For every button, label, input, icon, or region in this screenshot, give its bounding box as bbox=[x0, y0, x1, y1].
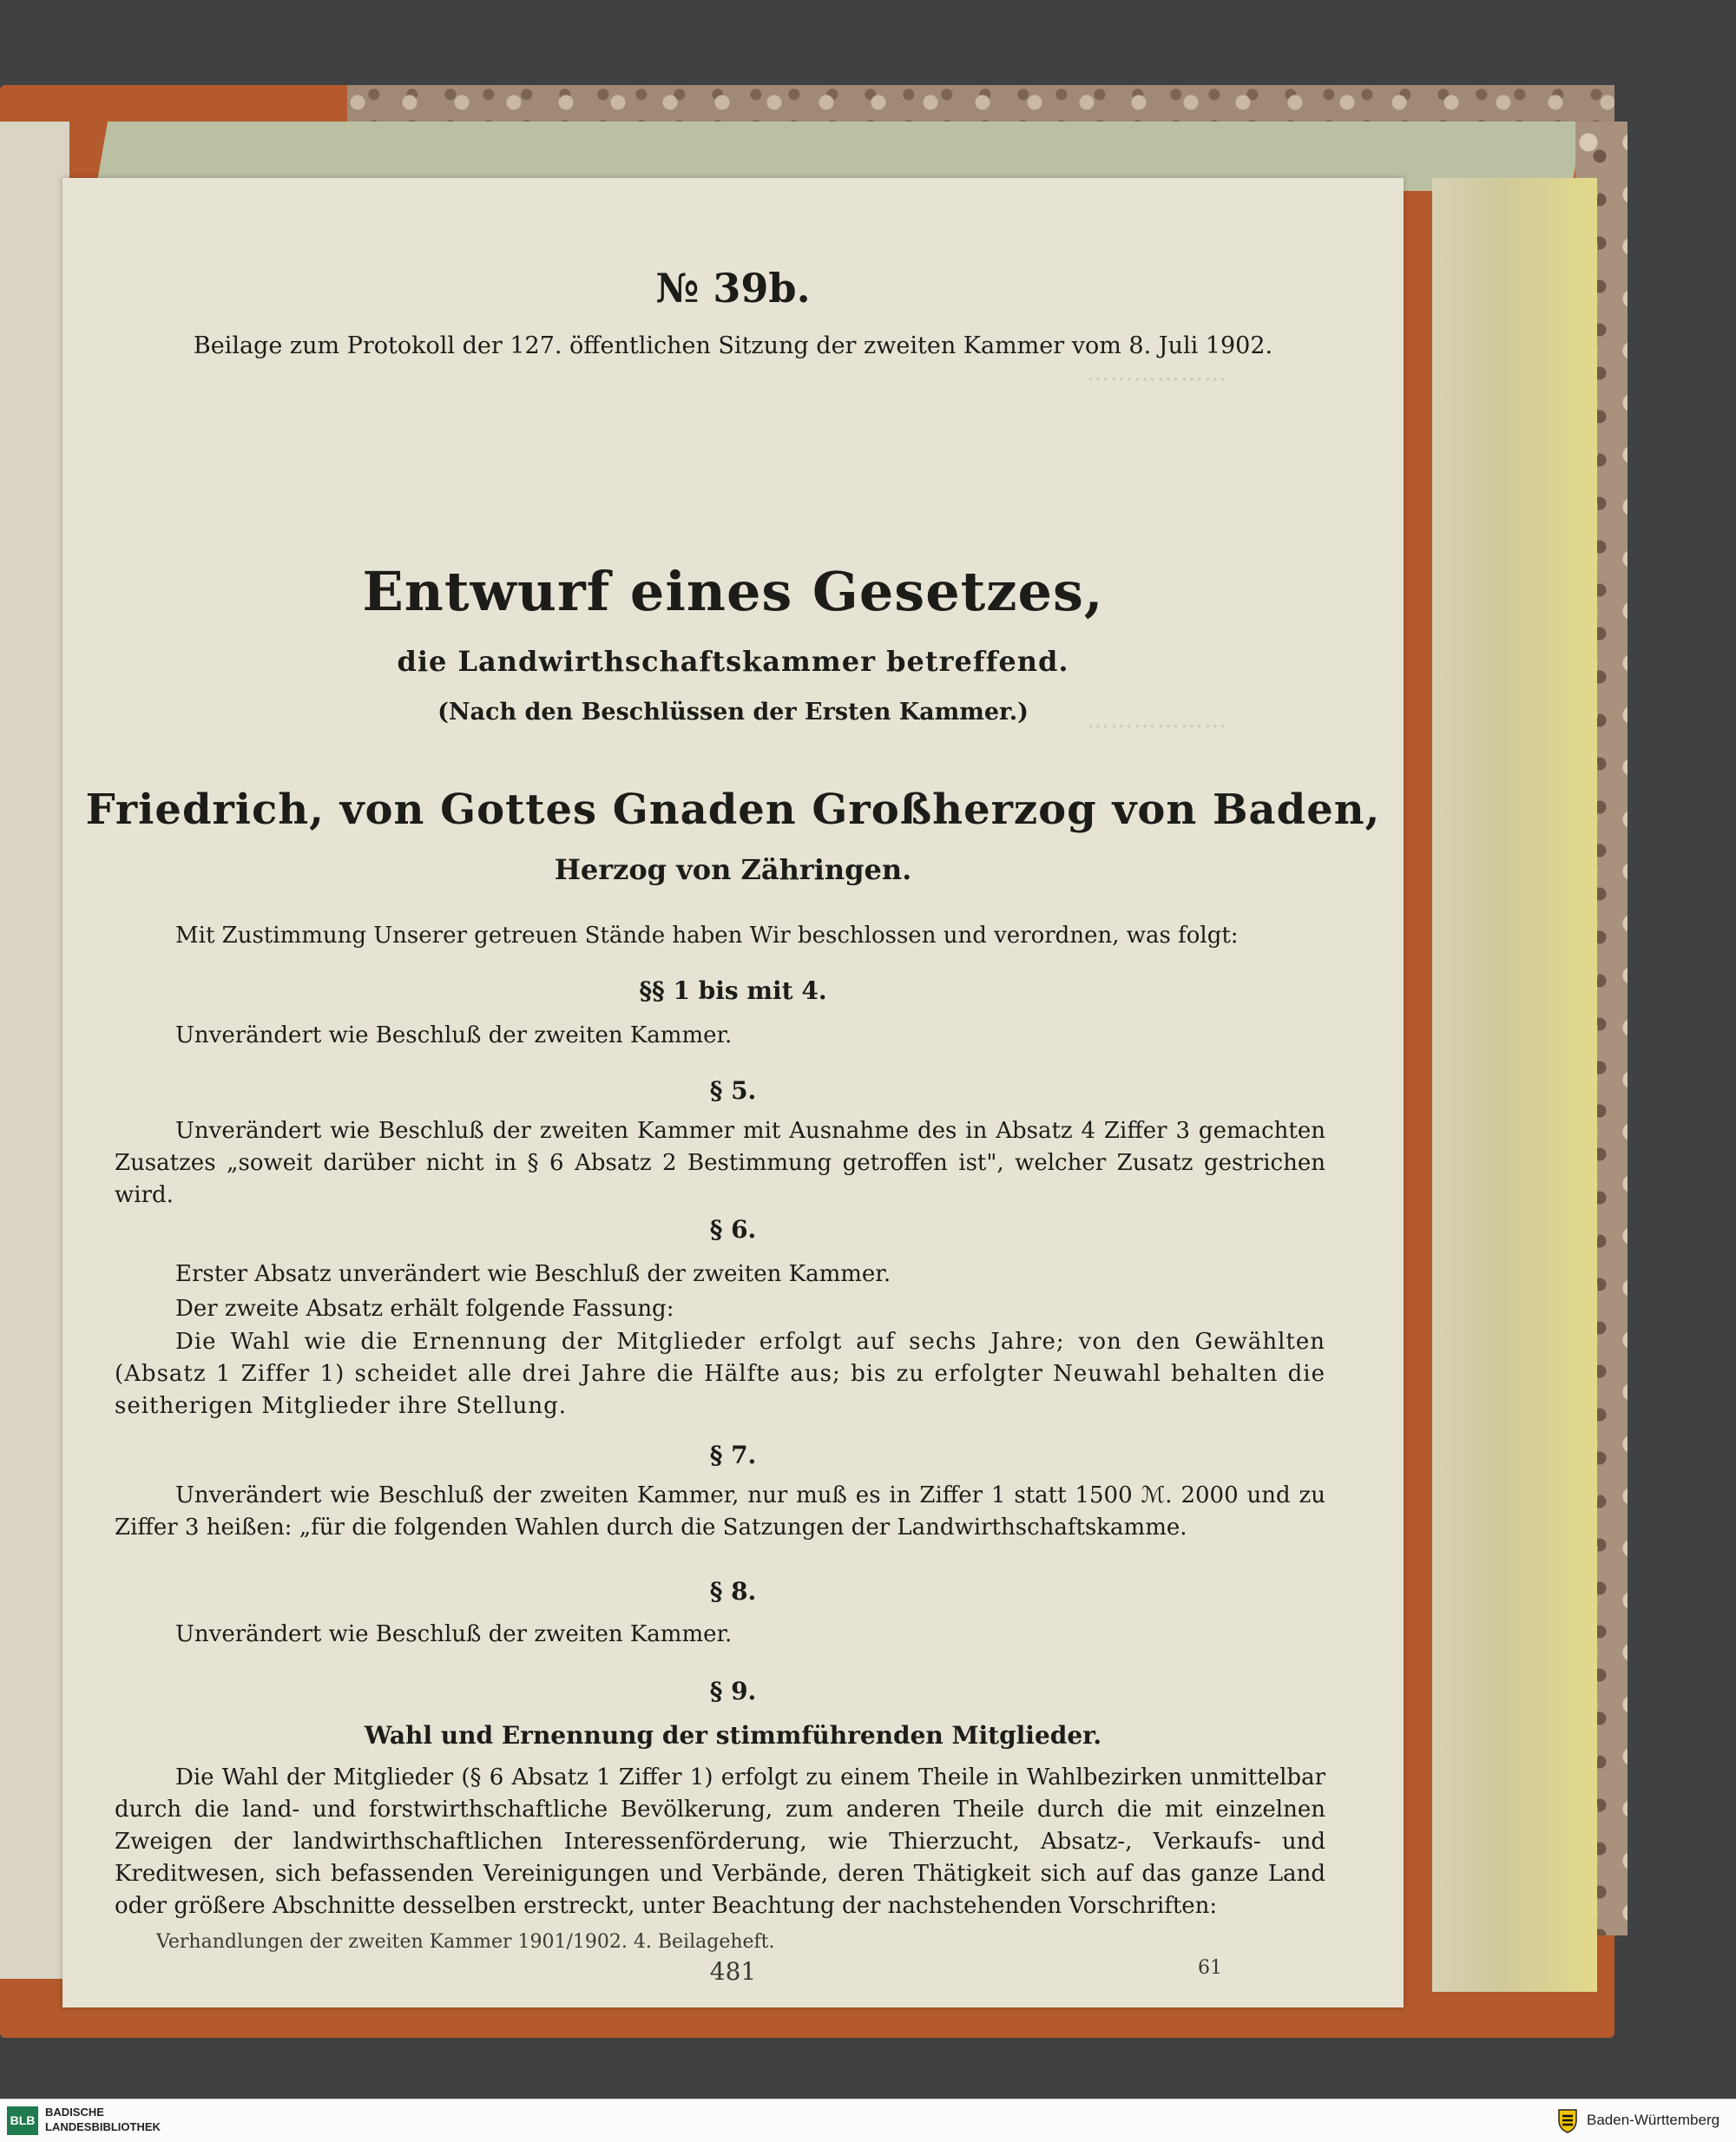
footer-publication: Verhandlungen der zweiten Kammer 1901/1902. 4. Beilageheft. bbox=[156, 1931, 775, 1953]
footer-signature: 61 bbox=[1198, 1957, 1222, 1979]
state-logo-text[interactable]: Baden-Württemberg bbox=[1587, 2112, 1720, 2128]
supplement-line: Beilage zum Protokoll der 127. öffentlichen Sitzung der zweiten Kammer vom 8. Juli 1902. bbox=[193, 332, 1273, 359]
document-page: ……………… ……………… № 39b. Beilage zum Protokoll der 127. öffentlichen Sitzung der zweiten Kammer vom 8. Juli 1902. Entwurf eines Gesetzes, die Landwirthschaftskammer betreffend. (Nach den Beschlüssen der Ersten Kammer.) Friedrich, von Gottes Gnaden Großherzog von Baden, Herzog von Zähringen. Mit Zustimmung Unserer getreuen Stände haben Wir beschlossen und verordnen, was folgt: §§ 1 bis mit 4. Unverändert wie Beschluß der zweiten Kammer. § 5. Unverändert wie Beschluß der zweiten Kammer mit Ausnahme des in Absatz 4 Ziffer 3 gemachten Zusatzes „soweit darüber nicht in § 6 Absatz 2 Bestimmung getroffen ist", welcher Zusatz gestrichen wird. § 6. Erster Absatz unverändert wie Beschluß der zweiten Kammer. Der zweite Absatz erhält folgende Fassung: Die Wahl wie die Ernennung der Mitglieder erfolgt auf sechs Jahre; von den Gewählten (Absatz 1 Ziffer 1) scheidet alle drei Jahre die Hälfte aus; bis zu erfolgter Neuwahl behalten die seitherigen Mitglieder ihre Stellung. § 7. Unverändert wie Beschluß der zweiten Kammer, nur muß es in Ziffer 1 statt 1500 ℳ. 2000 und zu Ziffer 3 heißen: „für die folgenden Wahlen durch die Satzungen der Landwirthschaftskamme. § 8. Unverändert wie Beschluß der zweiten Kammer. § 9. Wahl und Ernennung der stimmführenden Mitglieder. Die Wahl der Mitglieder (§ 6 Absatz 1 Ziffer 1) erfolgt zu einem Theile in Wahlbezirken unmittelbar durch die land- und forstwirthschaftliche Bevölkerung, zum anderen Theile durch die mit einzelnen Zweigen der landwirthschaftlichen Interessenförderung, wie Thierzucht, Absatz-, Verkaufs- und Kreditwesen, sich befassenden Vereinigungen und Verbände, deren Thätigkeit sich auf das ganze Land oder größere Abschnitte desselben erstreckt, unter Beachtung der nachstehenden Vorschriften: Verhandlungen der zweiten Kammer 1901/1902. 4. Beilageheft. 481 61 bbox=[62, 178, 1404, 2007]
bottom-bar bbox=[0, 2099, 1736, 2142]
coat-of-arms-icon bbox=[1555, 2108, 1580, 2134]
library-name-line-2: LANDESBIBLIOTHEK bbox=[45, 2120, 161, 2133]
ruler-subtitle: Herzog von Zähringen. bbox=[554, 853, 912, 886]
section-heading-8: § 8. bbox=[709, 1577, 757, 1606]
section-text-6-3: Die Wahl wie die Ernennung der Mitglieder erfolgt auf sechs Jahre; von den Gewählten (Absatz 1 Ziffer 1) scheidet alle drei Jahre die Hälfte aus; bis zu erfolgter Neuwahl behalten die seitherigen Mitglieder ihre Stellung. bbox=[115, 1329, 1325, 1419]
section-text-6-2: Der zweite Absatz erhält folgende Fassung: bbox=[175, 1296, 674, 1322]
enactment-clause: Mit Zustimmung Unserer getreuen Stände haben Wir beschlossen und verordnen, was folgt: bbox=[175, 923, 1239, 949]
document-number: № 39b. bbox=[655, 265, 811, 312]
section-heading-1-4: §§ 1 bis mit 4. bbox=[639, 976, 827, 1005]
section-subheading-9: Wahl und Ernennung der stimmführenden Mitglieder. bbox=[364, 1721, 1102, 1750]
section-text-5: Unverändert wie Beschluß der zweiten Kammer mit Ausnahme des in Absatz 4 Ziffer 3 gemachten Zusatzes „soweit darüber nicht in § 6 Absatz 2 Bestimmung getroffen ist", welcher Zusatz gestrichen wird. bbox=[115, 1118, 1325, 1208]
footer-page-number: 481 bbox=[709, 1957, 757, 1986]
library-name[interactable] bbox=[45, 2105, 161, 2134]
law-subtitle: die Landwirthschaftskammer betreffend. bbox=[397, 645, 1069, 678]
law-title: Entwurf eines Gesetzes, bbox=[362, 560, 1104, 623]
section-text-1-4: Unverändert wie Beschluß der zweiten Kammer. bbox=[175, 1022, 733, 1048]
section-text-9: Die Wahl der Mitglieder (§ 6 Absatz 1 Ziffer 1) erfolgt zu einem Theile in Wahlbezirken unmittelbar durch die land- und forstwirthschaftliche Bevölkerung, zum anderen Theile durch die mit einzelnen Zweigen der landwirthschaftlichen Interessenförderung, wie Thierzucht, Absatz-, Verkaufs- und Kreditwesen, sich befassenden Vereinigungen und Verbände, deren Thätigkeit sich auf das ganze Land oder größere Abschnitte desselben erstreckt, unter Beachtung der nachstehenden Vorschriften: bbox=[115, 1764, 1325, 1919]
section-heading-7: § 7. bbox=[709, 1441, 757, 1469]
law-note: (Nach den Beschlüssen der Ersten Kammer.) bbox=[437, 699, 1029, 726]
page-edge-right bbox=[1432, 178, 1597, 1992]
blb-logo-icon[interactable]: BLB bbox=[7, 2106, 38, 2135]
section-text-6-1: Erster Absatz unverändert wie Beschluß der zweiten Kammer. bbox=[175, 1261, 891, 1287]
ruler-title: Friedrich, von Gottes Gnaden Großherzog von Baden, bbox=[85, 785, 1381, 834]
section-text-7: Unverändert wie Beschluß der zweiten Kammer, nur muß es in Ziffer 1 statt 1500 ℳ. 2000 und zu Ziffer 3 heißen: „für die folgenden Wahlen durch die Satzungen der Landwirthschaftskamme. bbox=[115, 1482, 1325, 1541]
library-name-line-1: BADISCHE bbox=[45, 2106, 104, 2119]
section-heading-6: § 6. bbox=[709, 1215, 757, 1244]
section-heading-9: § 9. bbox=[709, 1677, 757, 1705]
section-heading-5: § 5. bbox=[709, 1076, 757, 1105]
section-text-8: Unverändert wie Beschluß der zweiten Kammer. bbox=[175, 1621, 733, 1647]
left-page-edge bbox=[0, 122, 69, 1979]
